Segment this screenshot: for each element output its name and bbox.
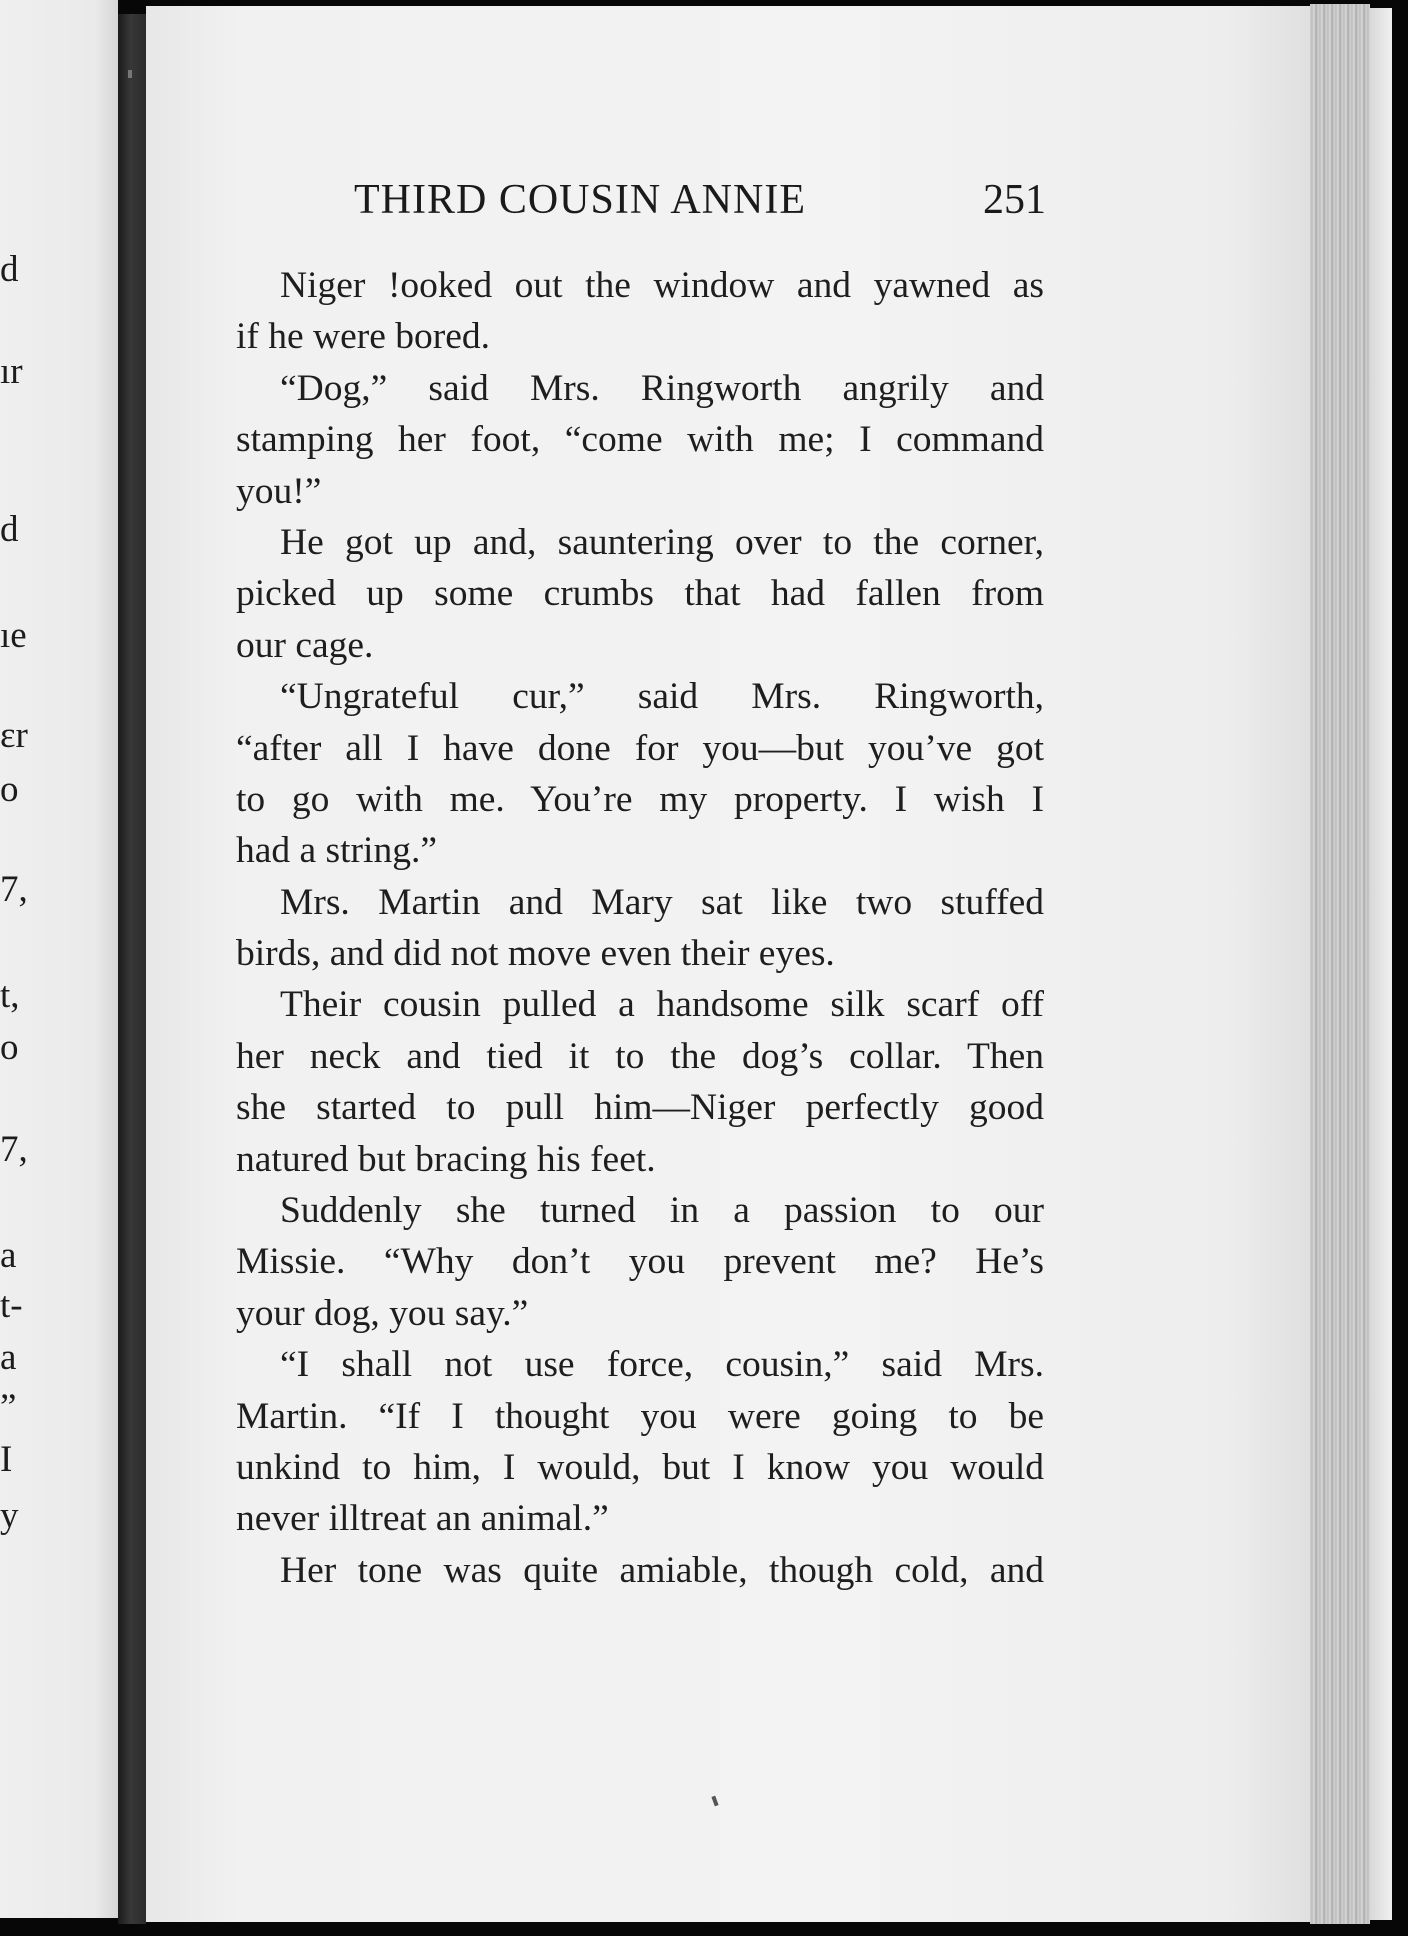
- page-number: 251: [983, 177, 1046, 223]
- text-line: picked up some crumbs that had fallen from: [236, 573, 1044, 615]
- running-title: THIRD COUSIN ANNIE: [354, 177, 806, 223]
- left-page-fragment: ıe: [0, 615, 27, 656]
- text-line: birds, and did not move even their eyes.: [236, 933, 835, 975]
- text-line: had a string.”: [236, 830, 437, 872]
- text-line: Their cousin pulled a handsome silk scarf off: [280, 984, 1044, 1026]
- text-line: she started to pull him—Niger perfectly good: [236, 1087, 1044, 1129]
- page-edges-outer: [1370, 8, 1392, 1920]
- text-line: you!”: [236, 470, 322, 512]
- text-line: Martin. “If I thought you were going to be: [236, 1395, 1044, 1437]
- text-line: Missie. “Why don’t you prevent me? He’s: [236, 1241, 1044, 1283]
- left-page-fragment: a: [0, 1337, 17, 1378]
- book-gutter: [118, 14, 146, 1924]
- left-page-fragment: ɛr: [0, 715, 28, 756]
- text-line: if he were bored.: [236, 316, 491, 358]
- text-line: unkind to him, I would, but I know you would: [236, 1446, 1044, 1488]
- left-page-fragment: ”: [0, 1387, 17, 1428]
- page-header: [210, 176, 1046, 232]
- text-line: your dog, you say.”: [236, 1292, 529, 1334]
- scan-speck: [128, 70, 132, 78]
- left-page-fragment: y: [0, 1495, 19, 1536]
- page-edges: [1310, 4, 1370, 1924]
- text-line: stamping her foot, “come with me; I command: [236, 419, 1044, 461]
- left-page-fragment: I: [0, 1439, 13, 1480]
- left-page-fragment: 7,: [0, 1129, 28, 1170]
- left-page-fragment: a: [0, 1235, 17, 1276]
- text-line: Niger !ooked out the window and yawned as: [280, 265, 1044, 306]
- left-facing-page: [0, 0, 118, 1918]
- text-line: “Dog,” said Mrs. Ringworth angrily and: [280, 367, 1044, 409]
- left-page-fragment: 7,: [0, 869, 28, 910]
- left-page-fragment: t-: [0, 1285, 23, 1326]
- text-line: her neck and tied it to the dog’s collar. Then: [236, 1035, 1044, 1077]
- text-line: Her tone was quite amiable, though cold, and: [280, 1549, 1044, 1591]
- text-line: “I shall not use force, cousin,” said Mrs.: [280, 1344, 1044, 1386]
- text-line: “after all I have done for you—but you’ve got: [236, 727, 1044, 769]
- text-line: never illtreat an animal.”: [236, 1498, 609, 1540]
- text-line: He got up and, sauntering over to the corner,: [280, 521, 1044, 563]
- left-page-fragment: d: [0, 249, 19, 290]
- text-line: to go with me. You’re my property. I wish I: [236, 778, 1044, 820]
- text-line: Suddenly she turned in a passion to our: [280, 1190, 1044, 1232]
- text-line: Mrs. Martin and Mary sat like two stuffed: [280, 881, 1044, 923]
- left-page-fragment: ır: [0, 351, 23, 392]
- left-page-fragment: t,: [0, 975, 20, 1016]
- text-line: our cage.: [236, 624, 374, 666]
- left-page-fragment: o: [0, 769, 19, 810]
- text-line: “Ungrateful cur,” said Mrs. Ringworth,: [280, 676, 1044, 718]
- text-line: natured but bracing his feet.: [236, 1138, 656, 1180]
- left-page-fragment: d: [0, 509, 19, 550]
- left-page-fragment: o: [0, 1027, 19, 1068]
- body-text: [236, 260, 1044, 1596]
